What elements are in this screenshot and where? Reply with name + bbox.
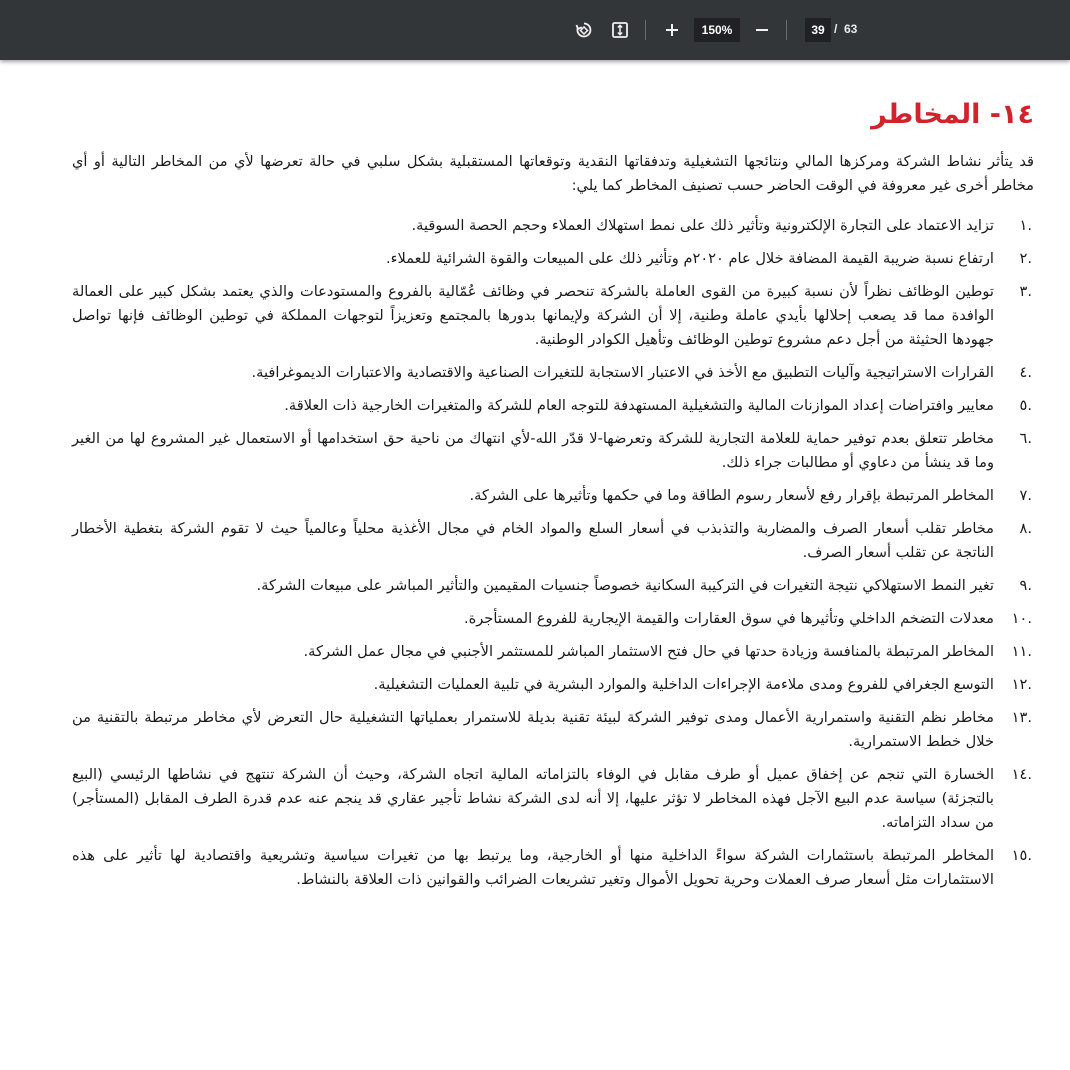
item-number: .١١ — [1011, 643, 1032, 660]
zoom-in-icon[interactable] — [660, 18, 684, 42]
item-text: القرارات الاستراتيجية وآليات التطبيق مع الأخذ في الاعتبار الاستجابة للتغيرات الصناعية والاقتصادية والاعتبارات الديموغرافية. — [251, 364, 994, 381]
zoom-out-icon[interactable] — [750, 18, 774, 42]
list-item — [72, 673, 1034, 697]
section-title: ١٤- المخاطر — [871, 99, 1034, 130]
list-item — [72, 640, 1034, 664]
item-number: .٢ — [1019, 250, 1032, 267]
list-item — [72, 280, 1034, 352]
item-number: .١٣ — [1011, 709, 1032, 726]
item-text: مخاطر تقلب أسعار الصرف والمضاربة والتذبذب في أسعار السلع والمواد الخام في مجال الأغذية محلياً وعالمياً حيث لا تقوم الشركة بتغطية الأخطار الناتجة عن تقلب أسعار الصرف. — [72, 520, 994, 561]
fit-page-icon[interactable] — [608, 18, 632, 42]
item-text: مخاطر تتعلق بعدم توفير حماية للعلامة التجارية للشركة وتعرضها-لا قدّر الله-لأي انتهاك من ناحية حق استخدامها أو الاستعمال غير المشروع لها من الغير وما قد ينشأ من دعاوي أو مطالبات جراء ذلك. — [72, 430, 994, 471]
item-number: .١٥ — [1011, 847, 1032, 864]
item-number: .٤ — [1019, 364, 1032, 381]
item-text: تغير النمط الاستهلاكي نتيجة التغيرات في التركيبة السكانية خصوصاً جنسيات المقيمين والتأثير المباشر على مبيعات الشركة. — [256, 577, 994, 594]
item-number: .٧ — [1019, 487, 1032, 504]
toolbar-divider — [645, 20, 646, 40]
rotate-icon[interactable] — [572, 18, 596, 42]
list-item — [72, 361, 1034, 385]
item-text: معدلات التضخم الداخلي وتأثيرها في سوق العقارات والقيمة الإيجارية للفروع المستأجرة. — [463, 610, 994, 627]
item-number: .٥ — [1019, 397, 1032, 414]
toolbar-divider — [786, 20, 787, 40]
risk-list — [72, 214, 1034, 892]
item-text: ارتفاع نسبة ضريبة القيمة المضافة خلال عام ٢٠٢٠م وتأثير ذلك على المبيعات والقوة الشرائية للعملاء. — [386, 250, 994, 267]
list-item — [72, 394, 1034, 418]
list-item — [72, 427, 1034, 475]
item-text: تزايد الاعتماد على التجارة الإلكترونية وتأثير ذلك على نمط استهلاك العملاء وحجم الحصة السوقية. — [411, 217, 994, 234]
intro-paragraph: قد يتأثر نشاط الشركة ومركزها المالي ونتائجها التشغيلية وتدفقاتها النقدية وتوقعاتها المستقبلية بشكل سلبي في حالة تعرضها لأي من المخاطر التالية أو أي مخاطر أخرى غير معروفة في الوقت الحاضر حسب تصنيف المخاطر كما يلي: — [72, 153, 1034, 194]
list-item — [72, 763, 1034, 835]
zoom-level[interactable]: 150% — [694, 18, 740, 42]
list-item — [72, 574, 1034, 598]
item-text: المخاطر المرتبطة بالمنافسة وزيادة حدتها في حال فتح الاستثمار المباشر للمستثمر الأجنبي في مجال عمل الشركة. — [303, 643, 994, 660]
list-item — [72, 484, 1034, 508]
pdf-toolbar — [0, 0, 1070, 60]
item-text: معايير وافتراضات إعداد الموازنات المالية والتشغيلية المستهدفة للتوجه العام للشركة والمتغيرات الخارجية ذات العلاقة. — [284, 397, 994, 414]
item-number: .١٢ — [1011, 676, 1032, 693]
item-number: .٨ — [1019, 520, 1032, 537]
item-number: .٩ — [1019, 577, 1032, 594]
item-number: .١ — [1019, 217, 1032, 234]
list-item — [72, 214, 1034, 238]
item-text: الخسارة التي تنجم عن إخفاق عميل أو طرف مقابل في الوفاء بالتزاماته المالية اتجاه الشركة، وحيث أن الشركة تنتهج في نشاطها الرئيسي (البيع بالتجزئة) سياسة عدم البيع الآجل فهذه المخاطر لا تؤثر عليها، إلا أنه لدى الشركة نشاط تأجير عقاري قد ينجم عنه عدم قدرة الطرف المقابل (المستأجر) من سداد التزاماته. — [72, 766, 994, 831]
item-number: .٦ — [1019, 430, 1032, 447]
item-number: .٣ — [1019, 283, 1032, 300]
list-item — [72, 844, 1034, 892]
item-text: المخاطر المرتبطة بإقرار رفع لأسعار رسوم الطاقة وما في حكمها وتأثيرها على الشركة. — [469, 487, 994, 504]
current-page-input[interactable]: 39 — [805, 18, 831, 42]
item-text: توطين الوظائف نظراً لأن نسبة كبيرة من القوى العاملة بالشركة تنحصر في وظائف عُمّالية بالفروع والمستودعات والذي يعتمد بشكل كبير على العمالة الوافدة مما قد يصعب إحلالها بأيدي عاملة وطنية، إلا أن الشركة ولإيمانها بدورها بالمجتمع وتعزيزاً لتوجهات المملكة في توطين الوظائف فإنها تواصل جهودها الحثيثة من أجل دعم مشروع توطين الوظائف وتأهيل الكوادر الوطنية. — [72, 283, 994, 348]
list-item — [72, 517, 1034, 565]
item-text: مخاطر نظم التقنية واستمرارية الأعمال ومدى توفير الشركة لبيئة تقنية بديلة للاستمرار بعملياتها التشغيلية حال التعرض لأي مخاطر مرتبطة بالتقنية من خلال خطط الاستمرارية. — [72, 709, 994, 750]
total-pages: 63 — [844, 22, 858, 36]
page-separator: / — [834, 22, 838, 36]
item-text: المخاطر المرتبطة باستثمارات الشركة سواءً الداخلية منها أو الخارجية، وما يرتبط بها من تغيرات سياسية وتشريعية واقتصادية لها تأثير على هذه الاستثمارات مثل أسعار صرف العملات وحرية تحويل الأموال وتغير تشريعات الضرائب والقوانين ذات العلاقة بالنشاط. — [72, 847, 994, 888]
item-number: .١٠ — [1011, 610, 1032, 627]
item-number: .١٤ — [1011, 766, 1032, 783]
document-page — [72, 60, 1034, 1070]
list-item — [72, 607, 1034, 631]
list-item — [72, 706, 1034, 754]
item-text: التوسع الجغرافي للفروع ومدى ملاءمة الإجراءات الداخلية والموارد البشرية في تلبية العمليات التشغيلية. — [373, 676, 994, 693]
list-item — [72, 247, 1034, 271]
